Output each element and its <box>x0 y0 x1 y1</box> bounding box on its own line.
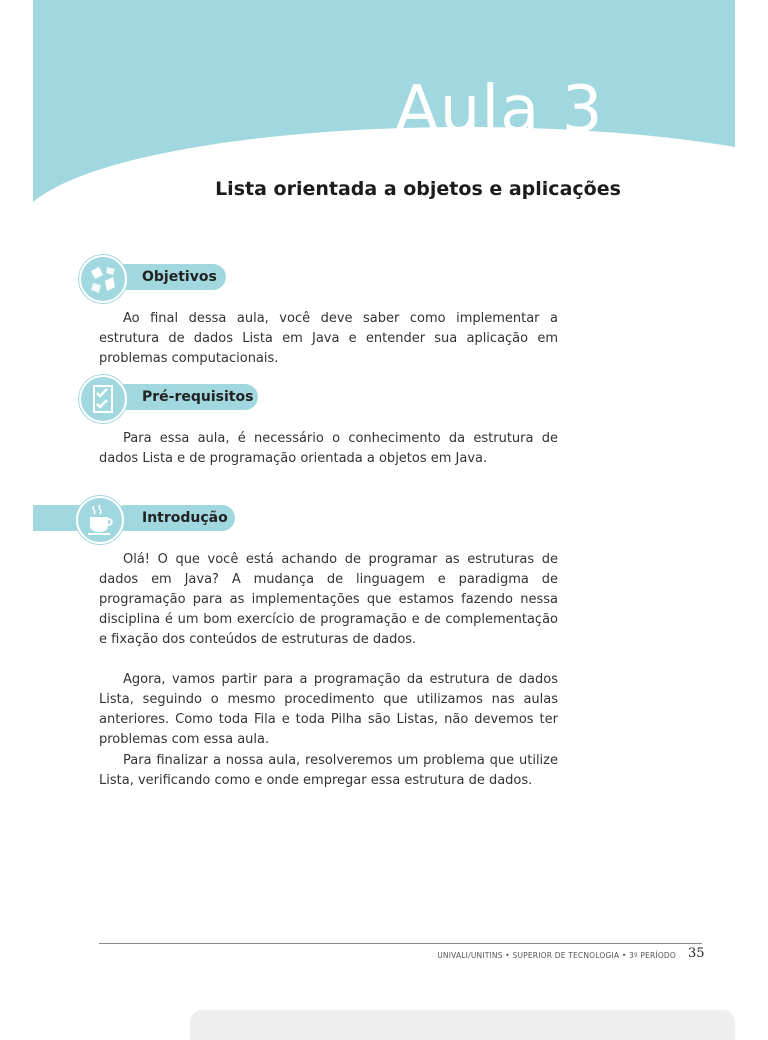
footer-rule <box>99 943 702 944</box>
page-number: 35 <box>688 946 705 961</box>
prerequisitos-paragraph: Para essa aula, é necessário o conhecimento da estrutura de dados Lista e de programação orientada a objetos em Java. <box>99 431 558 466</box>
next-page-edge <box>190 1010 735 1040</box>
objetivos-label: Objetivos <box>142 269 217 285</box>
introducao-label: Introdução <box>142 510 228 526</box>
checklist-icon <box>79 375 127 423</box>
introducao-paragraph-1: Olá! O que você está achando de programar as estruturas de dados em Java? A mudança de linguagem e paradigma de programação para as implementações que estamos fazendo nessa disciplina é um bom exercício de programação e de complementação e fixação dos conteúdos de estruturas de dados. <box>99 552 558 647</box>
introducao-paragraph-2: Agora, vamos partir para a programação da estrutura de dados Lista, seguindo o mesmo procedimento que utilizamos nas aulas anteriores. Como toda Fila e toda Pilha são Listas, não devemos ter problemas com essa aula. <box>99 672 558 747</box>
page-title: Lista orientada a objetos e aplicações <box>215 178 621 200</box>
lesson-number-title: Aula 3 <box>395 73 604 147</box>
prerequisitos-label: Pré-requisitos <box>142 389 254 405</box>
coffee-cup-icon <box>76 496 124 544</box>
introducao-paragraph-3: Para finalizar a nossa aula, resolveremos um problema que utilize Lista, verificando como e onde empregar essa estrutura de dados. <box>99 753 558 788</box>
target-puzzle-icon <box>79 255 127 303</box>
footer-course-info: UNIVALI/UNITINS • SUPERIOR DE TECNOLOGIA • 3º PERÍODO <box>437 951 676 960</box>
objetivos-paragraph: Ao final dessa aula, você deve saber como implementar a estrutura de dados Lista em Java e entender sua aplicação em problemas computacionais. <box>99 311 558 366</box>
